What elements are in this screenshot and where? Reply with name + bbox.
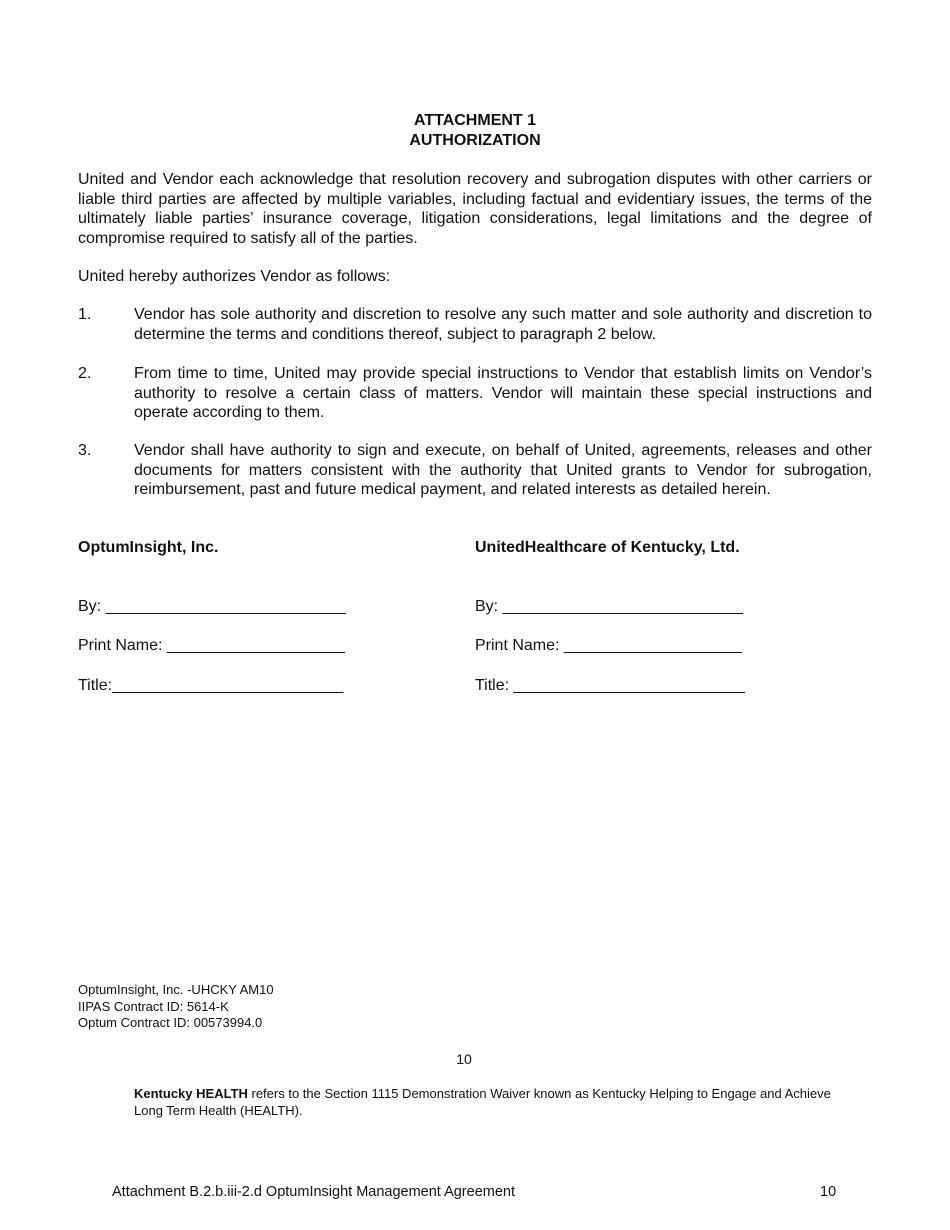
attachment-title: ATTACHMENT 1 (413, 112, 537, 129)
page-number: 10 (456, 1051, 472, 1067)
list-item-number: 2. (78, 365, 92, 382)
list-item-text: Vendor has sole authority and discretion to resolve any such matter and sole authority and discretion to determine the terms and conditions thereof, subject to paragraph 2 below. (134, 306, 872, 343)
left-title-line: Title:__________________________ (78, 677, 344, 694)
contract-footer (78, 982, 274, 1032)
list-item-number: 1. (78, 306, 92, 323)
document-footer-page: 10 (820, 1184, 837, 1200)
right-party-name: UnitedHealthcare of Kentucky, Ltd. (475, 539, 740, 556)
list-item-number: 3. (78, 442, 92, 459)
authorization-lead: United hereby authorizes Vendor as follows: (78, 268, 391, 285)
right-title-line: Title: __________________________ (475, 677, 745, 694)
list-item-text: Vendor shall have authority to sign and execute, on behalf of United, agreements, releases and other documents for matters consistent with the authority that United grants to Vendor for subrogation, reimbursement, past and future medical payment, and related interests as detailed herein. (134, 442, 872, 498)
contract-footer-line: Optum Contract ID: 00573994.0 (78, 1015, 263, 1030)
left-by-line: By: ___________________________ (78, 598, 346, 615)
health-note-text: refers to the Section 1115 Demonstration Waiver known as Kentucky Helping to Engage and Achieve Long Term Health (HEALTH). (134, 1086, 831, 1118)
right-by-line: By: ___________________________ (475, 598, 743, 615)
document-footer-name: Attachment B.2.b.iii-2.d OptumInsight Management Agreement (112, 1184, 515, 1200)
intro-paragraph: United and Vendor each acknowledge that resolution recovery and subrogation disputes with other carriers or liable third parties are affected by multiple variables, including factual and evidentiary issues, the terms of the ultimately liable parties’ insurance coverage, litigation considerations, legal limitations and the degree of compromise required to satisfy all of the parties. (78, 171, 872, 247)
contract-footer-line: IIPAS Contract ID: 5614-K (78, 998, 229, 1014)
left-party-name: OptumInsight, Inc. (78, 539, 219, 556)
list-item-text: From time to time, United may provide special instructions to Vendor that establish limits on Vendor’s authority to resolve a certain class of matters. Vendor will maintain these special instructions and operate according to them. (134, 365, 872, 421)
health-note-term: Kentucky HEALTH (134, 1086, 248, 1101)
authorization-title: AUTHORIZATION (409, 132, 541, 149)
health-note (134, 1086, 850, 1119)
left-print-name-line: Print Name: ____________________ (78, 637, 345, 654)
contract-footer-line: OptumInsight, Inc. -UHCKY AM10 (78, 982, 274, 997)
right-print-name-line: Print Name: ____________________ (475, 637, 742, 654)
